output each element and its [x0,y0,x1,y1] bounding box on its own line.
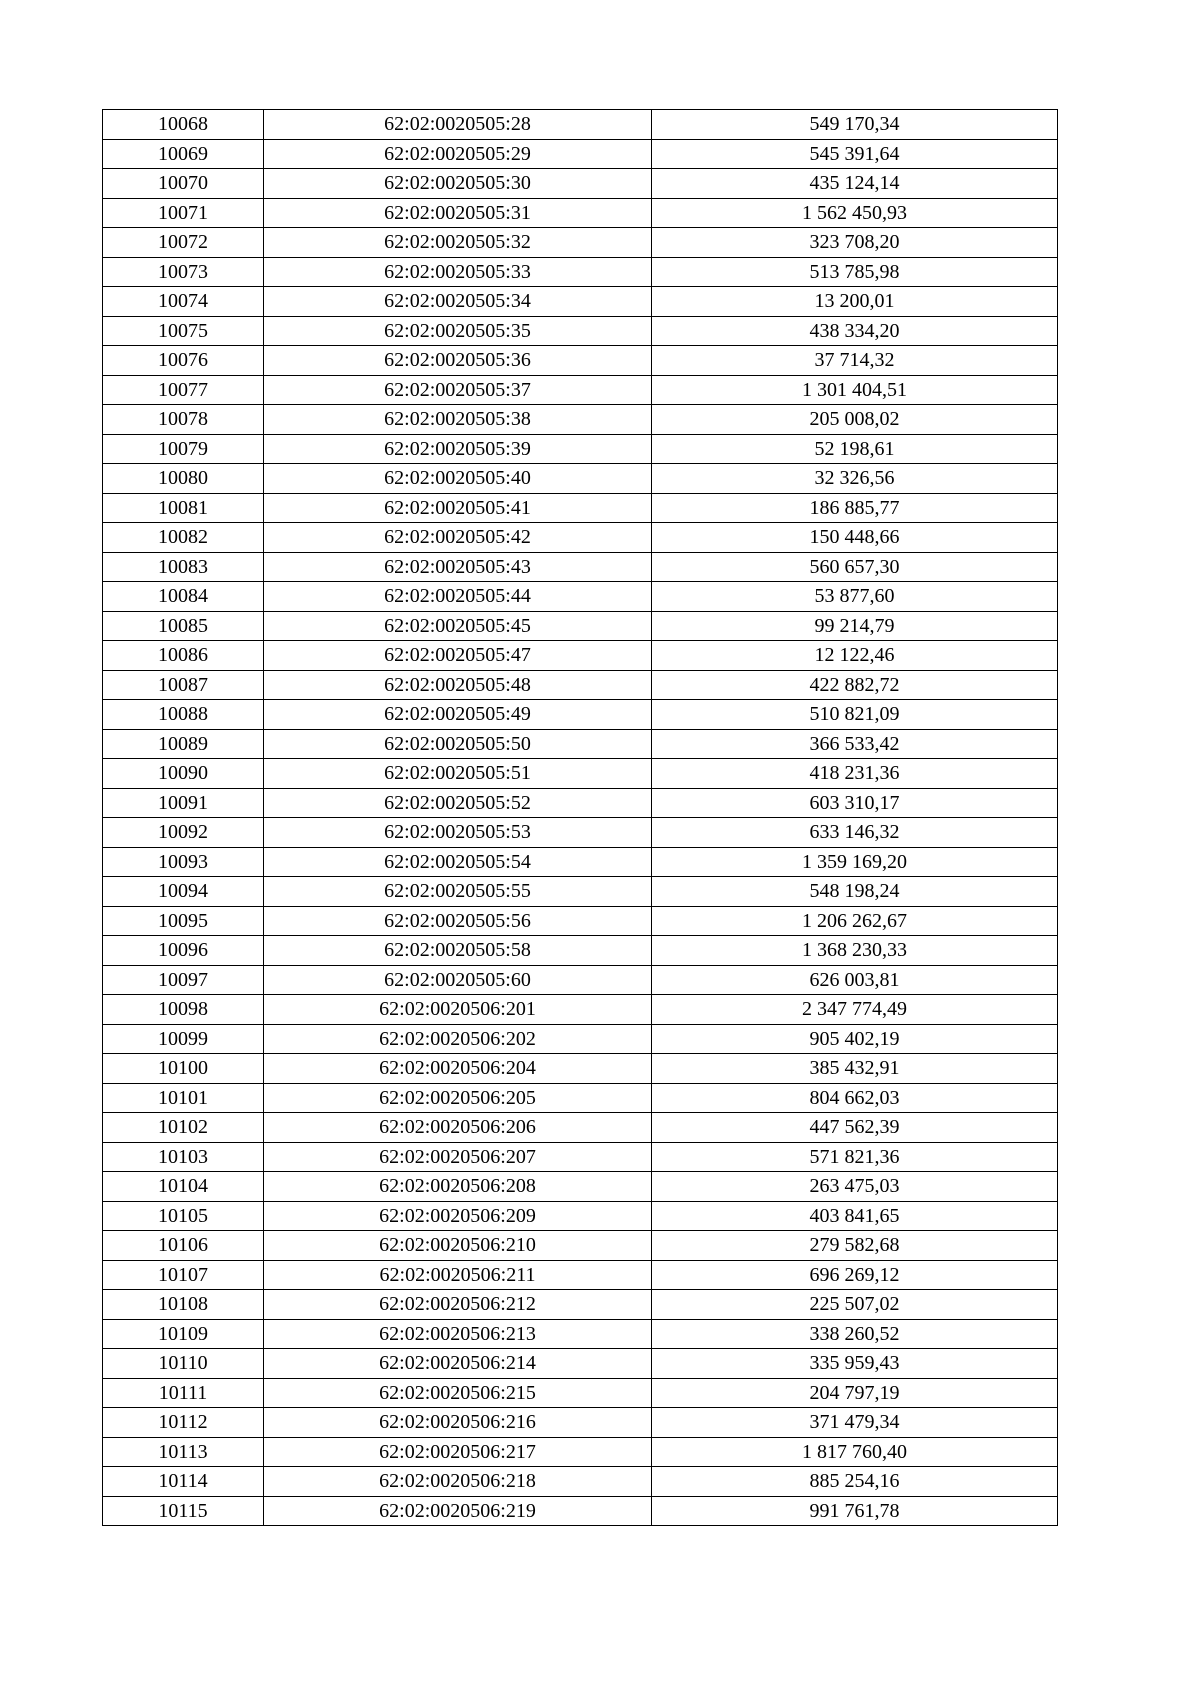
cadastral-number-cell: 62:02:0020506:207 [264,1142,652,1172]
row-number-cell: 10110 [103,1349,264,1379]
cadastral-number-cell: 62:02:0020505:43 [264,552,652,582]
cadastral-number-cell: 62:02:0020506:216 [264,1408,652,1438]
row-number-cell: 10082 [103,523,264,553]
table-row [103,346,1058,376]
cadastral-value-cell: 323 708,20 [652,228,1058,258]
cadastral-number-cell: 62:02:0020505:47 [264,641,652,671]
cadastral-value-cell: 438 334,20 [652,316,1058,346]
table-row [103,1496,1058,1526]
table-row [103,1024,1058,1054]
table-row [103,1172,1058,1202]
cadastral-number-cell: 62:02:0020505:28 [264,110,652,140]
cadastral-number-cell: 62:02:0020505:35 [264,316,652,346]
row-number-cell: 10112 [103,1408,264,1438]
cadastral-value-cell: 545 391,64 [652,139,1058,169]
table-row [103,847,1058,877]
cadastral-number-cell: 62:02:0020505:36 [264,346,652,376]
cadastral-value-cell: 418 231,36 [652,759,1058,789]
cadastral-value-cell: 335 959,43 [652,1349,1058,1379]
cadastral-number-cell: 62:02:0020505:54 [264,847,652,877]
cadastral-value-table [102,109,1058,1526]
table-row [103,582,1058,612]
cadastral-number-cell: 62:02:0020506:218 [264,1467,652,1497]
cadastral-value-cell: 338 260,52 [652,1319,1058,1349]
table-row [103,1408,1058,1438]
row-number-cell: 10087 [103,670,264,700]
cadastral-number-cell: 62:02:0020506:212 [264,1290,652,1320]
table-body [103,110,1058,1526]
table-row [103,729,1058,759]
table-row [103,1319,1058,1349]
row-number-cell: 10078 [103,405,264,435]
row-number-cell: 10093 [103,847,264,877]
cadastral-value-cell: 571 821,36 [652,1142,1058,1172]
row-number-cell: 10079 [103,434,264,464]
cadastral-value-cell: 626 003,81 [652,965,1058,995]
table-row [103,523,1058,553]
table-row [103,1290,1058,1320]
table-row [103,1083,1058,1113]
row-number-cell: 10104 [103,1172,264,1202]
cadastral-value-cell: 549 170,34 [652,110,1058,140]
row-number-cell: 10092 [103,818,264,848]
table-row [103,1260,1058,1290]
cadastral-value-cell: 1 301 404,51 [652,375,1058,405]
cadastral-number-cell: 62:02:0020505:44 [264,582,652,612]
row-number-cell: 10106 [103,1231,264,1261]
row-number-cell: 10080 [103,464,264,494]
cadastral-value-cell: 37 714,32 [652,346,1058,376]
cadastral-value-cell: 1 359 169,20 [652,847,1058,877]
row-number-cell: 10085 [103,611,264,641]
cadastral-value-cell: 403 841,65 [652,1201,1058,1231]
cadastral-value-cell: 52 198,61 [652,434,1058,464]
cadastral-number-cell: 62:02:0020506:202 [264,1024,652,1054]
cadastral-value-cell: 150 448,66 [652,523,1058,553]
cadastral-value-cell: 696 269,12 [652,1260,1058,1290]
cadastral-number-cell: 62:02:0020505:48 [264,670,652,700]
cadastral-number-cell: 62:02:0020505:41 [264,493,652,523]
row-number-cell: 10077 [103,375,264,405]
row-number-cell: 10072 [103,228,264,258]
table-row [103,1378,1058,1408]
table-row [103,139,1058,169]
cadastral-number-cell: 62:02:0020506:209 [264,1201,652,1231]
table-row [103,759,1058,789]
cadastral-value-cell: 991 761,78 [652,1496,1058,1526]
row-number-cell: 10083 [103,552,264,582]
cadastral-number-cell: 62:02:0020506:211 [264,1260,652,1290]
table-row [103,493,1058,523]
cadastral-number-cell: 62:02:0020505:45 [264,611,652,641]
row-number-cell: 10102 [103,1113,264,1143]
cadastral-number-cell: 62:02:0020505:38 [264,405,652,435]
cadastral-value-cell: 263 475,03 [652,1172,1058,1202]
cadastral-value-cell: 53 877,60 [652,582,1058,612]
cadastral-number-cell: 62:02:0020506:204 [264,1054,652,1084]
table-row [103,1231,1058,1261]
row-number-cell: 10108 [103,1290,264,1320]
cadastral-value-cell: 32 326,56 [652,464,1058,494]
table-row [103,257,1058,287]
row-number-cell: 10103 [103,1142,264,1172]
cadastral-number-cell: 62:02:0020505:31 [264,198,652,228]
table-row [103,700,1058,730]
cadastral-number-cell: 62:02:0020505:37 [264,375,652,405]
cadastral-number-cell: 62:02:0020505:29 [264,139,652,169]
cadastral-number-cell: 62:02:0020505:55 [264,877,652,907]
row-number-cell: 10111 [103,1378,264,1408]
cadastral-number-cell: 62:02:0020505:52 [264,788,652,818]
table-row [103,1113,1058,1143]
cadastral-number-cell: 62:02:0020505:53 [264,818,652,848]
cadastral-value-cell: 435 124,14 [652,169,1058,199]
row-number-cell: 10069 [103,139,264,169]
table-row [103,877,1058,907]
cadastral-number-cell: 62:02:0020506:219 [264,1496,652,1526]
row-number-cell: 10075 [103,316,264,346]
row-number-cell: 10101 [103,1083,264,1113]
cadastral-number-cell: 62:02:0020505:30 [264,169,652,199]
cadastral-value-cell: 204 797,19 [652,1378,1058,1408]
table-row [103,228,1058,258]
cadastral-value-cell: 205 008,02 [652,405,1058,435]
table-row [103,1201,1058,1231]
cadastral-value-cell: 186 885,77 [652,493,1058,523]
cadastral-number-cell: 62:02:0020505:56 [264,906,652,936]
cadastral-number-cell: 62:02:0020506:205 [264,1083,652,1113]
cadastral-number-cell: 62:02:0020505:51 [264,759,652,789]
cadastral-number-cell: 62:02:0020506:208 [264,1172,652,1202]
table-row [103,552,1058,582]
row-number-cell: 10095 [103,906,264,936]
row-number-cell: 10081 [103,493,264,523]
table-row [103,169,1058,199]
row-number-cell: 10113 [103,1437,264,1467]
row-number-cell: 10074 [103,287,264,317]
row-number-cell: 10084 [103,582,264,612]
row-number-cell: 10070 [103,169,264,199]
cadastral-number-cell: 62:02:0020506:206 [264,1113,652,1143]
table-row [103,1349,1058,1379]
cadastral-value-cell: 804 662,03 [652,1083,1058,1113]
cadastral-number-cell: 62:02:0020505:42 [264,523,652,553]
row-number-cell: 10114 [103,1467,264,1497]
table-row [103,965,1058,995]
cadastral-value-cell: 1 206 262,67 [652,906,1058,936]
table-row [103,375,1058,405]
row-number-cell: 10099 [103,1024,264,1054]
cadastral-value-cell: 1 368 230,33 [652,936,1058,966]
table-row [103,611,1058,641]
table-row [103,788,1058,818]
row-number-cell: 10098 [103,995,264,1025]
cadastral-number-cell: 62:02:0020506:215 [264,1378,652,1408]
row-number-cell: 10071 [103,198,264,228]
cadastral-value-cell: 2 347 774,49 [652,995,1058,1025]
cadastral-number-cell: 62:02:0020505:39 [264,434,652,464]
cadastral-number-cell: 62:02:0020505:33 [264,257,652,287]
row-number-cell: 10097 [103,965,264,995]
cadastral-value-cell: 447 562,39 [652,1113,1058,1143]
row-number-cell: 10091 [103,788,264,818]
cadastral-number-cell: 62:02:0020505:40 [264,464,652,494]
row-number-cell: 10076 [103,346,264,376]
cadastral-value-cell: 12 122,46 [652,641,1058,671]
cadastral-value-cell: 513 785,98 [652,257,1058,287]
table-row [103,995,1058,1025]
cadastral-value-cell: 510 821,09 [652,700,1058,730]
cadastral-value-cell: 422 882,72 [652,670,1058,700]
table-row [103,198,1058,228]
row-number-cell: 10068 [103,110,264,140]
cadastral-value-cell: 885 254,16 [652,1467,1058,1497]
table-row [103,434,1058,464]
cadastral-number-cell: 62:02:0020505:32 [264,228,652,258]
table-row [103,287,1058,317]
cadastral-value-cell: 13 200,01 [652,287,1058,317]
table-row [103,1054,1058,1084]
table-row [103,1142,1058,1172]
cadastral-value-cell: 560 657,30 [652,552,1058,582]
cadastral-number-cell: 62:02:0020505:49 [264,700,652,730]
cadastral-number-cell: 62:02:0020506:201 [264,995,652,1025]
cadastral-value-cell: 633 146,32 [652,818,1058,848]
cadastral-number-cell: 62:02:0020505:60 [264,965,652,995]
cadastral-number-cell: 62:02:0020506:217 [264,1437,652,1467]
table-row [103,110,1058,140]
row-number-cell: 10073 [103,257,264,287]
table-row [103,1467,1058,1497]
row-number-cell: 10089 [103,729,264,759]
cadastral-number-cell: 62:02:0020506:214 [264,1349,652,1379]
cadastral-value-cell: 1 562 450,93 [652,198,1058,228]
cadastral-number-cell: 62:02:0020506:210 [264,1231,652,1261]
row-number-cell: 10086 [103,641,264,671]
cadastral-value-cell: 905 402,19 [652,1024,1058,1054]
table-row [103,936,1058,966]
table-row [103,1437,1058,1467]
cadastral-value-cell: 385 432,91 [652,1054,1058,1084]
table-row [103,670,1058,700]
row-number-cell: 10096 [103,936,264,966]
row-number-cell: 10088 [103,700,264,730]
row-number-cell: 10109 [103,1319,264,1349]
row-number-cell: 10115 [103,1496,264,1526]
cadastral-value-cell: 603 310,17 [652,788,1058,818]
cadastral-value-cell: 366 533,42 [652,729,1058,759]
cadastral-value-cell: 1 817 760,40 [652,1437,1058,1467]
cadastral-value-cell: 371 479,34 [652,1408,1058,1438]
row-number-cell: 10107 [103,1260,264,1290]
cadastral-value-cell: 225 507,02 [652,1290,1058,1320]
cadastral-value-cell: 279 582,68 [652,1231,1058,1261]
table-row [103,906,1058,936]
row-number-cell: 10100 [103,1054,264,1084]
table-row [103,316,1058,346]
row-number-cell: 10090 [103,759,264,789]
table-row [103,464,1058,494]
table-row [103,641,1058,671]
row-number-cell: 10094 [103,877,264,907]
row-number-cell: 10105 [103,1201,264,1231]
cadastral-number-cell: 62:02:0020505:50 [264,729,652,759]
table-row [103,405,1058,435]
cadastral-value-cell: 548 198,24 [652,877,1058,907]
table-row [103,818,1058,848]
cadastral-value-cell: 99 214,79 [652,611,1058,641]
cadastral-number-cell: 62:02:0020505:34 [264,287,652,317]
cadastral-number-cell: 62:02:0020506:213 [264,1319,652,1349]
cadastral-number-cell: 62:02:0020505:58 [264,936,652,966]
